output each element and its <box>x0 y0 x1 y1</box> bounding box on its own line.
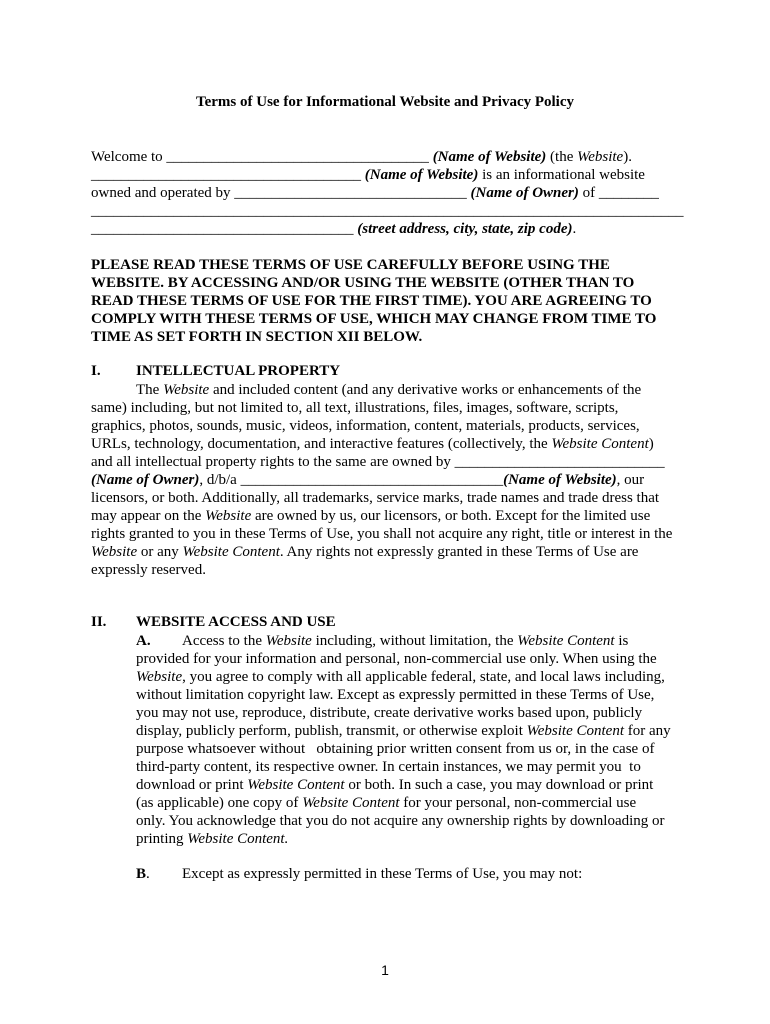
section-1-line <box>91 471 644 489</box>
body-text: and included content (and any derivative works or enhancements of the <box>209 382 642 398</box>
intro-text: ). <box>623 149 632 165</box>
defined-term: Website <box>163 382 210 398</box>
intro-text: . <box>572 221 577 237</box>
body-text: , d/b/a ___________________________________ <box>199 472 504 488</box>
defined-term: Website <box>91 544 138 560</box>
notice-line: TIME AS SET FORTH IN SECTION XII BELOW. <box>91 329 423 345</box>
intro-line-4: _______________________________________________________________________________ <box>91 203 684 219</box>
subsection-a-line: only. You acknowledge that you do not acquire any ownership rights by downloading or <box>136 813 665 829</box>
intro-text: is an informational website <box>478 167 645 183</box>
defined-term: Website <box>136 669 183 685</box>
body-text: are owned by us, our licensors, or both. Except for the limited use <box>251 508 651 524</box>
intro-text: owned and operated by _______________________________ <box>91 185 471 201</box>
section-1-heading: INTELLECTUAL PROPERTY <box>136 363 341 379</box>
defined-term: Website Content <box>182 544 280 560</box>
intro-text: ___________________________________ <box>91 221 358 237</box>
defined-term: Website <box>577 149 624 165</box>
defined-term: Website Content <box>551 436 649 452</box>
placeholder-name-of-owner: (Name of Owner) <box>91 472 200 488</box>
section-2-number: II. <box>91 614 107 630</box>
body-text: display, publicly perform, publish, transmit, or otherwise exploit <box>136 723 527 739</box>
section-1-line <box>91 435 654 453</box>
subsection-a-line <box>182 632 628 650</box>
defined-term: Website Content <box>526 723 624 739</box>
body-text: is <box>614 633 629 649</box>
body-text: or any <box>137 544 183 560</box>
body-text: ) <box>648 436 654 452</box>
subsection-a-line <box>136 776 653 794</box>
page-number: 1 <box>381 962 389 978</box>
section-1-line <box>91 507 650 525</box>
defined-term: Website Content <box>247 777 345 793</box>
subsection-a-label: A. <box>136 633 151 649</box>
intro-line-5 <box>91 220 576 238</box>
body-text: download or print <box>136 777 248 793</box>
placeholder-name-of-website: (Name of Website) <box>432 149 547 165</box>
intro-text: Welcome to ___________________________________ <box>91 149 433 165</box>
placeholder-name-of-owner: (Name of Owner) <box>470 185 579 201</box>
section-1-line: graphics, photos, sounds, music, videos, information, content, materials, products, services, <box>91 418 640 434</box>
body-text: , you agree to comply with all applicable federal, state, and local laws including, <box>182 669 665 685</box>
body-text: printing <box>136 831 188 847</box>
section-1-line <box>91 543 638 561</box>
body-text: for any <box>624 723 671 739</box>
subsection-a-line: you may not use, reproduce, distribute, create derivative works based upon, publicly <box>136 705 643 721</box>
intro-line-2 <box>91 166 645 184</box>
subsection-a-line <box>136 830 288 848</box>
notice-line: READ THESE TERMS OF USE FOR THE FIRST TIME). YOU ARE AGREEING TO <box>91 293 652 309</box>
section-1-number: I. <box>91 363 101 379</box>
section-1-line: licensors, or both. Additionally, all trademarks, service marks, trade names and trade dress that <box>91 490 660 506</box>
section-1-line: expressly reserved. <box>91 562 206 578</box>
notice-line: WEBSITE. BY ACCESSING AND/OR USING THE WEBSITE (OTHER THAN TO <box>91 275 635 291</box>
subsection-b-dot: . <box>146 866 150 882</box>
defined-term: Website Content <box>517 633 615 649</box>
body-text: The <box>136 382 164 398</box>
notice-line: PLEASE READ THESE TERMS OF USE CAREFULLY BEFORE USING THE <box>91 257 610 273</box>
body-text: (as applicable) one copy of <box>136 795 303 811</box>
placeholder-name-of-website: (Name of Website) <box>503 472 617 488</box>
subsection-a-line <box>136 668 665 686</box>
body-text: Access to the <box>182 633 266 649</box>
intro-text: (the <box>546 149 578 165</box>
subsection-a-line: purpose whatsoever without obtaining prior written consent from us or, in the case of <box>136 741 655 757</box>
defined-term: Website Content. <box>187 831 289 847</box>
placeholder-name-of-website: (Name of Website) <box>364 167 479 183</box>
body-text: URLs, technology, documentation, and interactive features (collectively, the <box>91 436 552 452</box>
body-text: or both. In such a case, you may download or print <box>344 777 654 793</box>
subsection-a-line <box>136 722 671 740</box>
section-1-line: rights granted to you in these Terms of Use, you shall not acquire any right, title or interest in the <box>91 526 673 542</box>
placeholder-address: (street address, city, state, zip code) <box>357 221 573 237</box>
defined-term: Website <box>265 633 312 649</box>
body-text: . Any rights not expressly granted in these Terms of Use are <box>279 544 639 560</box>
notice-line: COMPLY WITH THESE TERMS OF USE, WHICH MAY CHANGE FROM TIME TO <box>91 311 657 327</box>
intro-text: ____________________________________ <box>91 167 365 183</box>
section-2-heading: WEBSITE ACCESS AND USE <box>136 614 336 630</box>
defined-term: Website <box>205 508 252 524</box>
intro-line-3 <box>91 184 659 202</box>
body-text: , our <box>616 472 645 488</box>
section-1-line: same) including, but not limited to, all text, illustrations, files, images, software, scripts, <box>91 400 619 416</box>
subsection-a-line: third-party content, its respective owner. In certain instances, we may permit you to <box>136 759 641 775</box>
subsection-b-letter: B <box>136 866 147 882</box>
section-1-line: and all intellectual property rights to the same are owned by ____________________________ <box>91 454 665 470</box>
body-text: may appear on the <box>91 508 206 524</box>
defined-term: Website Content <box>302 795 400 811</box>
document-title: Terms of Use for Informational Website and Privacy Policy <box>195 94 575 110</box>
subsection-b-line: Except as expressly permitted in these Terms of Use, you may not: <box>182 866 583 882</box>
subsection-a-line: without limitation copyright law. Except as expressly permitted in these Terms of Use, <box>136 687 655 703</box>
subsection-a-line: provided for your information and personal, non-commercial use only. When using the <box>136 651 657 667</box>
body-text: for your personal, non-commercial use <box>399 795 637 811</box>
subsection-a-line <box>136 794 636 812</box>
intro-text: of ________ <box>578 185 659 201</box>
subsection-b-label <box>136 865 150 883</box>
intro-line-1 <box>91 148 632 166</box>
body-text: including, without limitation, the <box>311 633 518 649</box>
section-1-line <box>136 381 641 399</box>
